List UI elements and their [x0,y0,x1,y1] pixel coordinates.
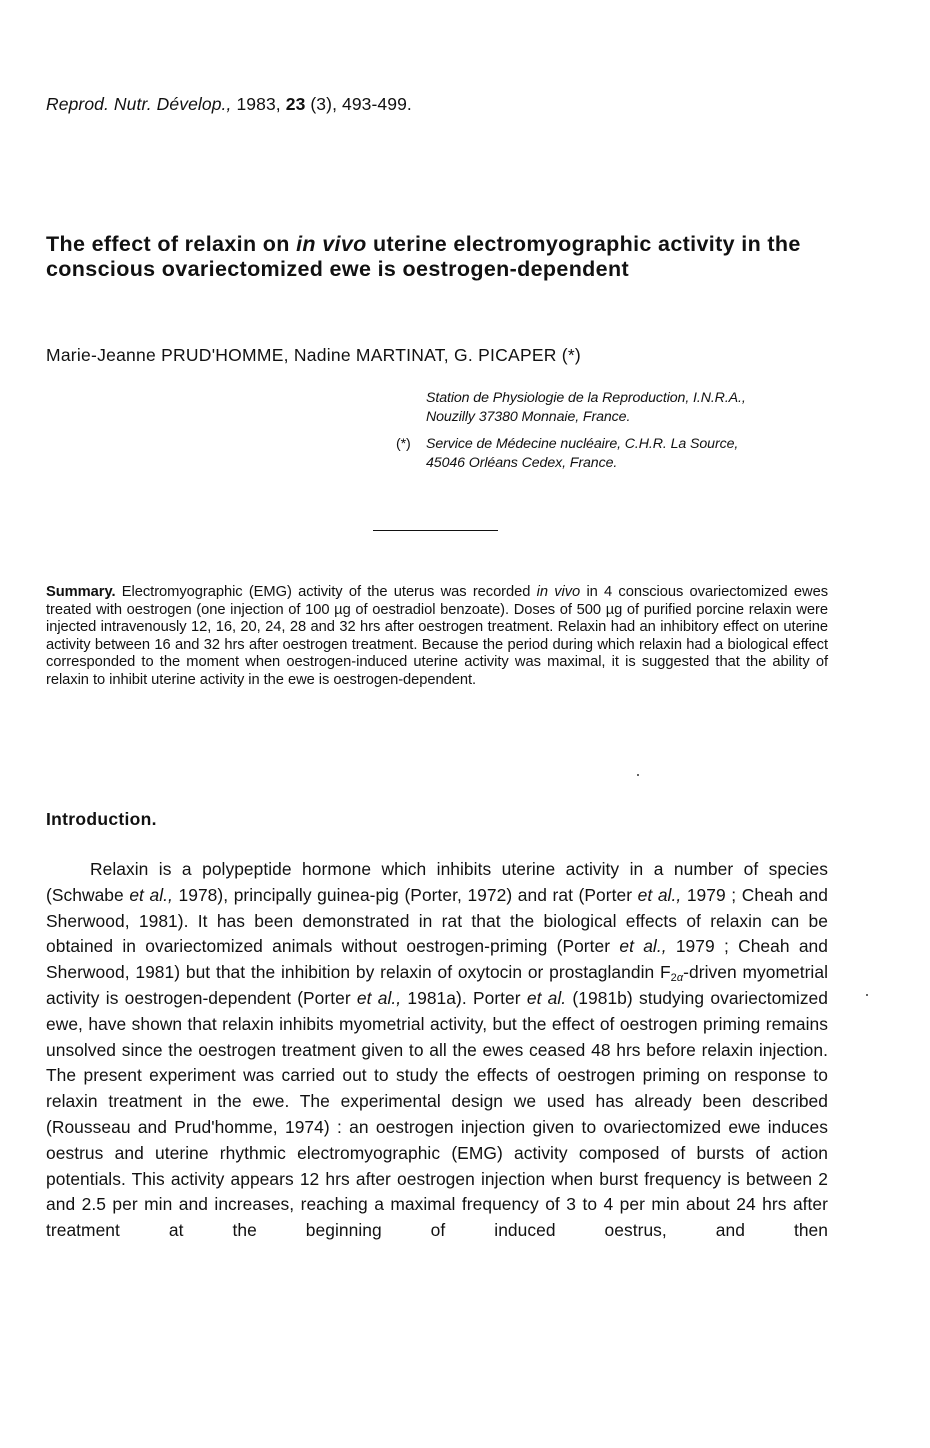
affiliation-2 [396,435,746,472]
journal-issue-pages: (3), 493-499. [310,94,412,114]
introduction-heading: Introduction. [46,809,157,829]
journal-name: Reprod. Nutr. Dévelop., [46,94,232,114]
prostaglandin-subscript [671,972,684,984]
journal-citation [46,94,412,115]
summary-paragraph [46,584,828,690]
title-italic: in vivo [296,232,367,256]
intro-text-6: 1981a). Porter [401,987,527,1008]
journal-year: 1983, [236,94,281,114]
paper-title [46,232,866,281]
intro-text-5: -driven myometrial activity is oestrogen-dependent (Porter [46,962,828,1008]
print-speck [866,994,868,996]
intro-text-4: 1979 ; Cheah and Sherwood, 1981) but that the inhibition by relaxin of oxytocin or prostaglandin F [46,936,828,983]
summary-italic: in vivo [536,584,581,600]
intro-etal-5: et al. [526,987,567,1008]
author-list: Marie-Jeanne PRUD'HOMME, Nadine MARTINAT, G. PICAPER (*) [46,345,582,365]
section-divider [373,530,498,531]
intro-text-1: Relaxin is a polypeptide hormone which inhibits uterine activity in a number of species (Schwabe [46,859,828,905]
title-part-2: uterine electromyographic activity in the conscious ovariectomized ewe is oestrogen-dependent [46,232,801,281]
affiliations [396,389,746,472]
summary-text-1: Electromyographic (EMG) activity of the uterus was recorded [115,584,537,600]
subscript-number: 2 [670,972,677,985]
intro-etal-3: et al., [619,936,667,957]
affiliation-1 [426,389,746,426]
affiliation-2-mark: (*) [396,436,411,452]
affiliation-2-line-1: Service de Médecine nucléaire, C.H.R. La Source, [426,436,739,452]
intro-text-3: 1979 ; Cheah and Sherwood, 1981). It has been demonstrated in rat that the biological effects of relaxin can be obtained in ovariectomized animals without oestrogen-priming (Porter [46,884,828,957]
subscript-alpha: α [676,972,684,985]
journal-volume: 23 [285,94,306,114]
title-part-1: The effect of relaxin on [46,232,297,256]
print-speck [637,774,639,776]
introduction-paragraph [46,857,828,1244]
summary-text-2: in 4 conscious ovariectomized ewes treated with oestrogen (one injection of 100 µg of oestradiol benzoate). Doses of 500 µg of purified porcine relaxin were injected intravenously 12, 16, 20, 24, 28 and 32 hrs after oestrogen treatment. Relaxin had an inhibitory effect on uterine activity between 16 and 32 hrs after oestrogen treatment. Because the period during which relaxin had a biological effect corresponded to the moment when oestrogen-induced uterine activity was maximal, it is suggested that the ability of relaxin to inhibit uterine activity in the ewe is oestrogen-dependent. [46,584,828,688]
intro-text-7: (1981b) studying ovariectomized ewe, have shown that relaxin inhibits myometrial activity, but the effect of oestrogen priming remains unsolved since the oestrogen treatment given to all the ewes ceased 48 hrs before relaxin injection. The present experiment was carried out to study the effects of oestrogen priming on response to relaxin treatment in the ewe. The experimental design we used has already been described (Rousseau and Prud'homme, 1974) : an oestrogen injection given to ovariectomized ewe induces oestrus and uterine rhythmic electromyographic (EMG) activity composed of bursts of action potentials. This activity appears 12 hrs after oestrogen injection when burst frequency is between 2 and 2.5 per min and increases, reaching a maximal frequency of 3 to 4 per min about 24 hrs after treatment at the beginning of induced oestrus, and then [46,987,829,1241]
summary-lead: Summary. [46,584,116,600]
intro-etal-1: et al., [129,884,173,905]
affiliation-2-line-2: 45046 Orléans Cedex, France. [426,454,618,471]
affiliation-1-line-2: Nouzilly 37380 Monnaie, France. [426,408,631,425]
intro-etal-4: et al., [356,987,402,1008]
intro-text-2: 1978), principally guinea-pig (Porter, 1972) and rat (Porter [172,884,638,905]
affiliation-1-line-1: Station de Physiologie de la Reproduction, I.N.R.A., [426,390,746,406]
intro-etal-2: et al., [637,884,682,905]
